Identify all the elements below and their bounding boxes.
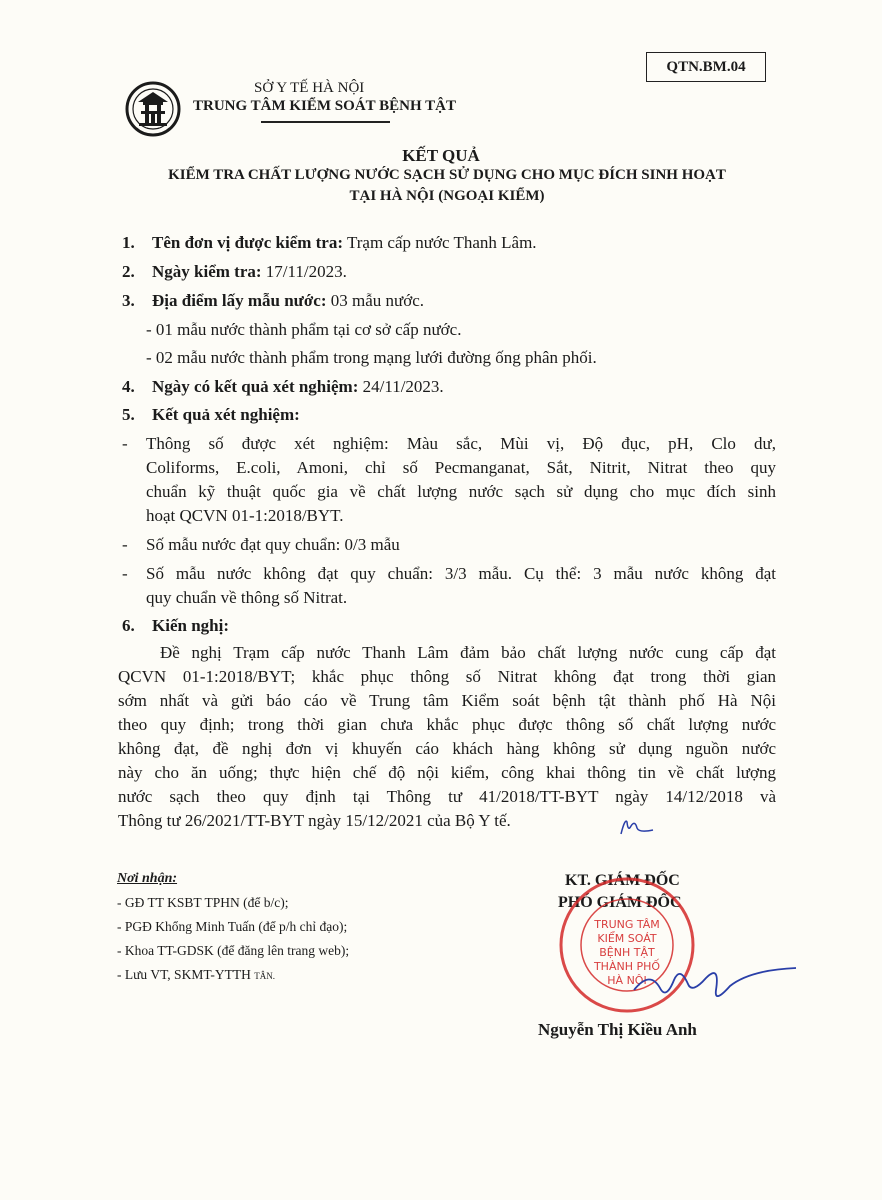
recommendation-line-5: không đạt, đề nghị đơn vị khuyến cáo khách hàng không sử dụng nguồn nước <box>118 739 776 758</box>
recipient-item-text: - Lưu VT, SKMT-YTTH <box>117 967 251 982</box>
bullet-dash: - <box>122 535 128 554</box>
result-pass-count: Số mẫu nước đạt quy chuẩn: 0/3 mẫu <box>146 535 400 554</box>
stamp-line-3: BỆNH TẬT <box>599 946 655 959</box>
result-params-line-1: Thông số được xét nghiệm: Màu sắc, Mùi vị, Độ đục, pH, Clo dư, <box>146 434 776 453</box>
item-1-value: Trạm cấp nước Thanh Lâm. <box>343 233 537 252</box>
initial-mark-icon <box>617 814 657 839</box>
stamp-line-4: THÀNH PHỐ <box>593 960 661 973</box>
recipient-item: - GĐ TT KSBT TPHN (để b/c); <box>117 895 289 910</box>
item-1 <box>152 231 537 255</box>
doc-subtitle-2: TẠI HÀ NỘI (NGOẠI KIỂM) <box>349 188 545 204</box>
item-5-number: 5. <box>122 405 135 424</box>
result-params-line-4: hoạt QCVN 01-1:2018/BYT. <box>146 506 344 525</box>
item-2-value: 17/11/2023. <box>261 262 347 281</box>
item-6-label: Kiến nghị: <box>152 616 229 635</box>
item-1-label: Tên đơn vị được kiểm tra: <box>152 233 344 252</box>
bullet-dash: - <box>122 564 128 583</box>
recipients-heading: Nơi nhận: <box>117 871 178 886</box>
item-3-label: Địa điểm lấy mẫu nước: <box>152 291 327 310</box>
item-5-label: Kết quả xét nghiệm: <box>152 405 300 424</box>
recommendation-line-2: QCVN 01-1:2018/BYT; khắc phục thông số Nitrat không đạt trong thời gian <box>118 667 776 686</box>
bullet-dash: - <box>122 434 128 453</box>
recommendation-line-3: sớm nhất và gửi báo cáo về Trung tâm Kiểm soát bệnh tật thành phố Hà Nội <box>118 691 776 710</box>
stamp-line-5: HÀ NỘI <box>607 974 647 987</box>
recommendation-line-7: nước sạch theo quy định tại Thông tư 41/2018/TT-BYT ngày 14/12/2018 và <box>118 787 776 806</box>
stamp-line-2: KIỂM SOÁT <box>597 932 657 945</box>
hanoi-cdc-logo-icon <box>124 80 182 138</box>
recommendation-line-1: Đề nghị Trạm cấp nước Thanh Lâm đảm bảo chất lượng nước cung cấp đạt <box>160 643 776 662</box>
recipients-block <box>117 867 349 988</box>
item-2-number: 2. <box>122 262 135 281</box>
recommendation-line-8: Thông tư 26/2021/TT-BYT ngày 15/12/2021 của Bộ Y tế. <box>118 811 511 830</box>
recommendation-line-6: này cho ăn uống; thực hiện chế độ nội kiểm, công khai thông tin về chất lượng <box>118 763 776 782</box>
item-4-number: 4. <box>122 377 135 396</box>
signature-title-1: KT. GIÁM ĐỐC <box>565 872 680 889</box>
item-4-value: 24/11/2023. <box>358 377 444 396</box>
item-2 <box>152 260 347 284</box>
item-4 <box>152 375 444 399</box>
recipient-initials: TÂN. <box>254 971 275 981</box>
item-3-value: 03 mẫu nước. <box>326 291 425 310</box>
signature-title-2: PHÓ GIÁM ĐỐC <box>558 894 682 911</box>
item-6-number: 6. <box>122 616 135 635</box>
recipient-item <box>117 963 349 988</box>
item-1-number: 1. <box>122 233 135 252</box>
result-params-line-2: Coliforms, E.coli, Amoni, chỉ số Pecmanganat, Sắt, Nitrit, Nitrat theo quy <box>146 458 776 477</box>
signer-name: Nguyễn Thị Kiều Anh <box>538 1020 697 1039</box>
header-underline <box>261 121 390 123</box>
result-fail-line-1: Số mẫu nước không đạt quy chuẩn: 3/3 mẫu. Cụ thể: 3 mẫu nước không đạt <box>146 564 776 583</box>
handwritten-signature-icon <box>630 950 800 1010</box>
item-2-label: Ngày kiểm tra: <box>152 262 262 281</box>
stamp-line-1: TRUNG TÂM <box>594 918 660 931</box>
item-3-sub-2: - 02 mẫu nước thành phẩm trong mạng lưới đường ống phân phối. <box>146 348 597 367</box>
recommendation-line-4: theo quy định; trong thời gian chưa khắc phục được thông số chất lượng nước <box>118 715 776 734</box>
ministry-name: SỞ Y TẾ HÀ NỘI <box>254 80 365 96</box>
item-3-sub-1: - 01 mẫu nước thành phẩm tại cơ sở cấp nước. <box>146 320 462 339</box>
recipient-item: - Khoa TT-GDSK (để đăng lên trang web); <box>117 943 350 958</box>
doc-title: KẾT QUẢ <box>402 146 480 165</box>
center-name: TRUNG TÂM KIỂM SOÁT BỆNH TẬT <box>193 98 456 114</box>
item-3 <box>152 289 424 313</box>
form-code-box: QTN.BM.04 <box>646 52 766 82</box>
item-3-number: 3. <box>122 291 135 310</box>
recipient-item: - PGĐ Khổng Minh Tuấn (để p/h chỉ đạo); <box>117 919 348 934</box>
result-fail-line-2: quy chuẩn về thông số Nitrat. <box>146 588 348 607</box>
result-params-line-3: chuẩn kỹ thuật quốc gia về chất lượng nước sạch sử dụng cho mục đích sinh <box>146 482 776 501</box>
doc-subtitle-1: KIỂM TRA CHẤT LƯỢNG NƯỚC SẠCH SỬ DỤNG CHO MỤC ĐÍCH SINH HOẠT <box>168 167 726 183</box>
item-4-label: Ngày có kết quả xét nghiệm: <box>152 377 359 396</box>
